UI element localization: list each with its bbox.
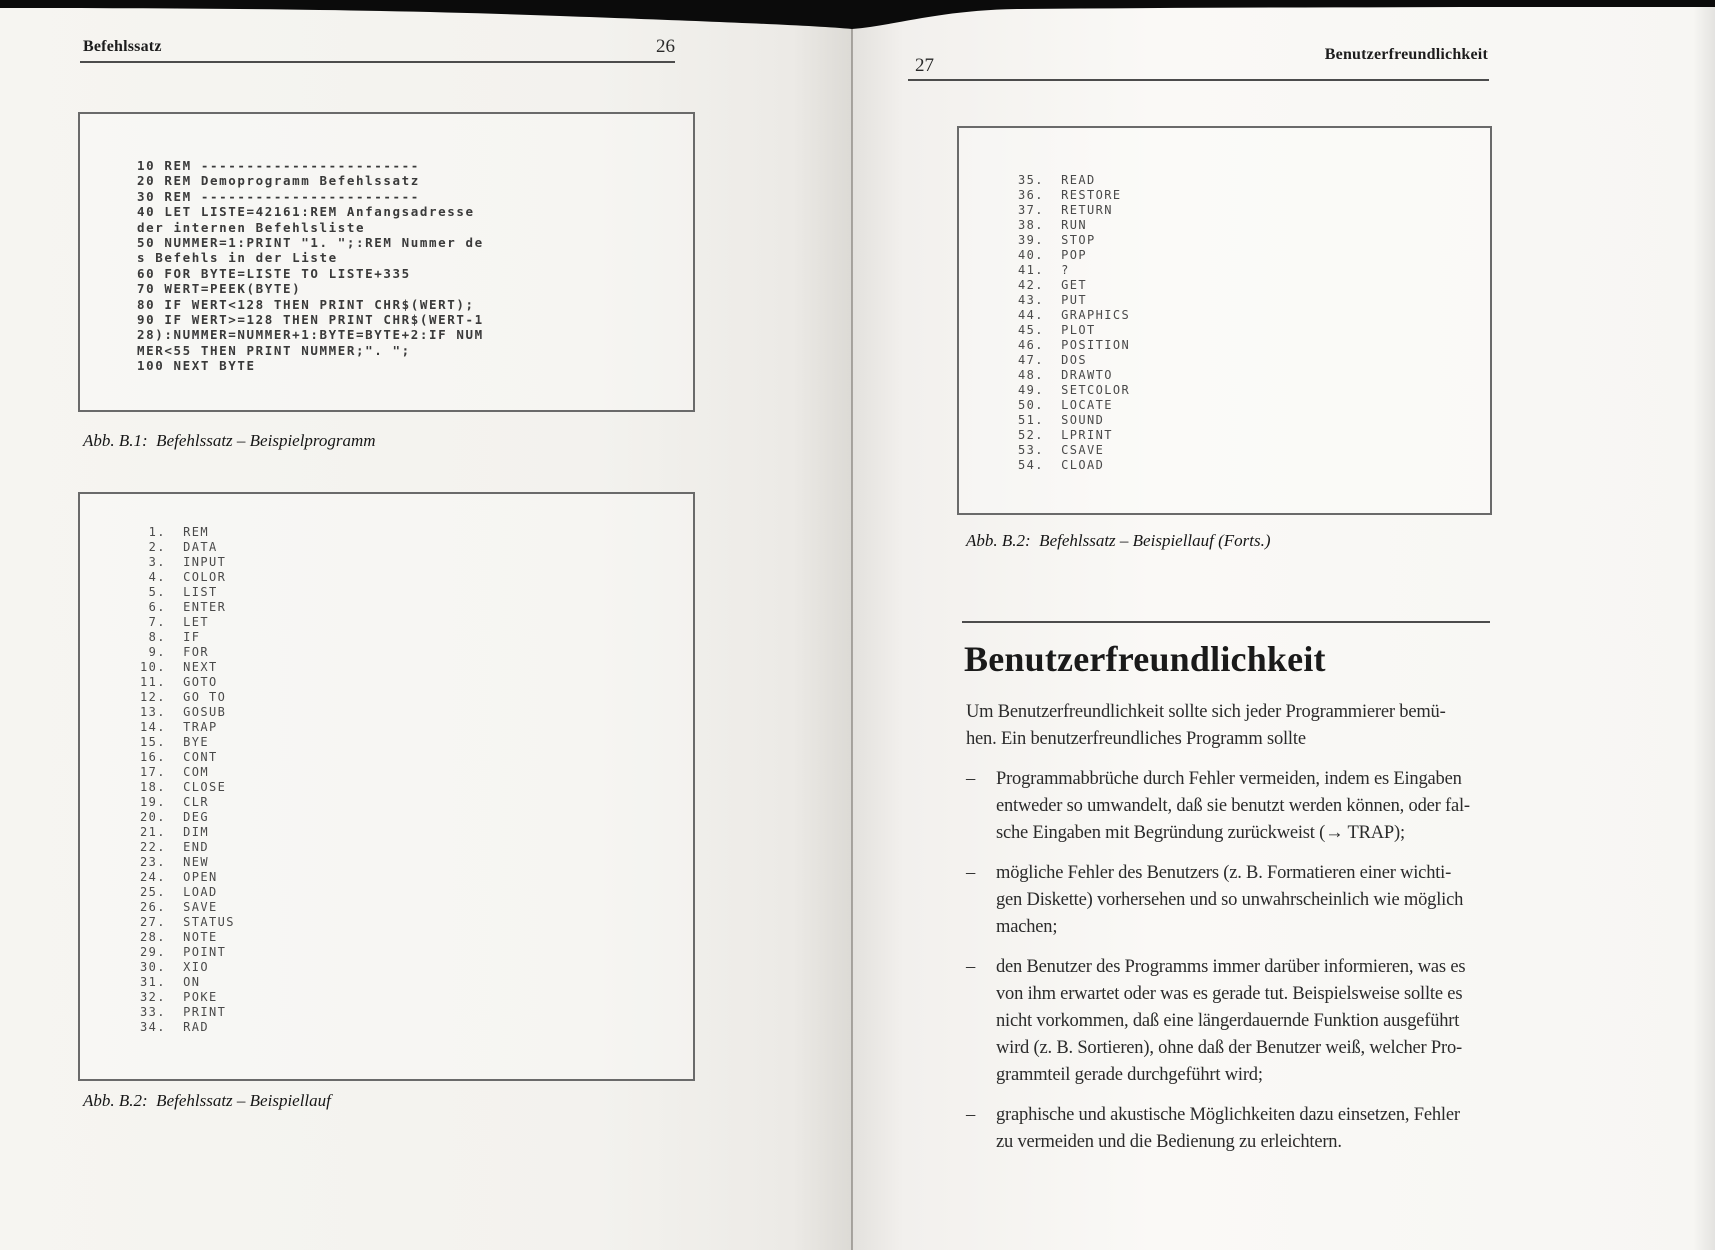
code-line: 80 IF WERT<128 THEN PRINT CHR$(WERT);: [137, 296, 475, 312]
command-line: 13. GOSUB: [140, 705, 227, 719]
figure-caption-b1: Abb. B.1: Befehlssatz – Beispielprogramm: [83, 431, 376, 450]
bullet-text: [996, 954, 1465, 1089]
bullet-item: [966, 766, 1526, 847]
header-rule-left: [80, 61, 675, 63]
command-line: 31. ON: [140, 975, 201, 989]
dash-marker: –: [966, 863, 976, 883]
code-line: s Befehls in der Liste: [137, 250, 338, 266]
command-line: 10. NEXT: [140, 660, 218, 674]
command-line: 35. READ: [1018, 173, 1096, 187]
command-line: 44. GRAPHICS: [1018, 308, 1131, 322]
command-line: 12. GO TO: [140, 690, 227, 704]
dash-marker: –: [966, 769, 976, 789]
code-line: 100 NEXT BYTE: [137, 358, 256, 374]
command-line: 25. LOAD: [140, 885, 218, 899]
code-line: 90 IF WERT>=128 THEN PRINT CHR$(WERT-1: [137, 312, 484, 328]
command-line: 46. POSITION: [1018, 338, 1131, 352]
page-number-left: 26: [656, 36, 675, 57]
command-line: 2. DATA: [140, 540, 218, 554]
dash-marker: –: [966, 957, 976, 977]
command-line: 33. PRINT: [140, 1005, 227, 1019]
code-line: 10 REM ------------------------: [137, 158, 420, 173]
command-list-35-54: [1018, 173, 1130, 473]
code-line: MER<55 THEN PRINT NUMMER;". ";: [137, 342, 411, 358]
command-line: 11. GOTO: [140, 675, 218, 689]
text-line: wird (z. B. Sortieren), ohne daß der Benutzer weiß, welcher Pro-: [996, 1038, 1462, 1058]
section-heading: Benutzerfreundlichkeit: [964, 639, 1326, 679]
code-line: der internen Befehlsliste: [137, 219, 366, 235]
command-line: 27. STATUS: [140, 915, 235, 929]
command-line: 9. FOR: [140, 645, 209, 659]
page-number-right: 27: [915, 55, 934, 76]
code-line: 20 REM Demoprogramm Befehlssatz: [137, 173, 420, 189]
bullet-list: [966, 766, 1526, 1156]
command-line: 53. CSAVE: [1018, 443, 1105, 457]
command-line: 30. XIO: [140, 960, 209, 974]
command-line: 28. NOTE: [140, 930, 218, 944]
command-line: 26. SAVE: [140, 900, 218, 914]
code-line: 50 NUMMER=1:PRINT "1. ";:REM Nummer de: [137, 235, 484, 251]
command-line: 8. IF: [140, 630, 201, 644]
command-line: 7. LET: [140, 615, 209, 629]
running-head-left: Befehlssatz: [83, 38, 162, 55]
command-line: 24. OPEN: [140, 870, 218, 884]
bullet-item: [966, 860, 1526, 941]
command-line: 41. ?: [1018, 263, 1070, 277]
command-line: 51. SOUND: [1018, 413, 1105, 427]
command-line: 34. RAD: [140, 1020, 209, 1034]
section-body: [966, 699, 1526, 1169]
text-line: machen;: [996, 917, 1058, 937]
command-line: 5. LIST: [140, 585, 218, 599]
command-list-1-34: [140, 525, 235, 1035]
bullet-text: [996, 860, 1463, 941]
text-line: von ihm erwartet oder was es gerade tut. Beispielsweise sollte es: [996, 984, 1463, 1004]
command-line: 39. STOP: [1018, 233, 1096, 247]
dash-marker: –: [966, 1105, 976, 1125]
code-line: 40 LET LISTE=42161:REM Anfangsadresse: [137, 204, 475, 220]
bullet-item: [966, 954, 1526, 1089]
command-line: 47. DOS: [1018, 353, 1087, 367]
book-top-edge: [0, 0, 1715, 34]
figure-caption-b2: Abb. B.2: Befehlssatz – Beispiellauf: [83, 1091, 331, 1110]
command-line: 15. BYE: [140, 735, 209, 749]
running-head-right: Benutzerfreundlichkeit: [1324, 46, 1488, 63]
command-line: 36. RESTORE: [1018, 188, 1122, 202]
bullet-text: [996, 1102, 1460, 1156]
text-line: Um Benutzerfreundlichkeit sollte sich jeder Programmierer bemü-: [966, 702, 1446, 722]
header-rule-right: [908, 79, 1489, 81]
bullet-item: [966, 1102, 1526, 1156]
command-line: 45. PLOT: [1018, 323, 1096, 337]
command-line: 23. NEW: [140, 855, 209, 869]
command-line: 21. DIM: [140, 825, 209, 839]
code-line: 60 FOR BYTE=LISTE TO LISTE+335: [137, 265, 411, 281]
command-line: 6. ENTER: [140, 600, 227, 614]
command-line: 18. CLOSE: [140, 780, 227, 794]
command-line: 3. INPUT: [140, 555, 227, 569]
command-line: 17. COM: [140, 765, 209, 779]
command-line: 14. TRAP: [140, 720, 218, 734]
text-line: den Benutzer des Programms immer darüber informieren, was es: [996, 957, 1466, 977]
text-line: mögliche Fehler des Benutzers (z. B. Formatieren einer wichti-: [996, 863, 1452, 883]
text-line: Programmabbrüche durch Fehler vermeiden, indem es Eingaben: [996, 769, 1462, 789]
command-line: 29. POINT: [140, 945, 227, 959]
figure-caption-b2-forts: Abb. B.2: Befehlssatz – Beispiellauf (Forts.): [966, 531, 1271, 550]
code-line: 30 REM ------------------------: [137, 188, 420, 204]
command-line: 19. CLR: [140, 795, 209, 809]
text-line: sche Eingaben mit Begründung zurückweist (→ TRAP);: [996, 823, 1405, 843]
command-line: 38. RUN: [1018, 218, 1087, 232]
code-line: 70 WERT=PEEK(BYTE): [137, 281, 302, 297]
text-line: nicht vorkommen, daß eine längerdauernde Funktion ausgeführt: [996, 1011, 1460, 1031]
command-line: 42. GET: [1018, 278, 1087, 292]
command-line: 48. DRAWTO: [1018, 368, 1113, 382]
command-line: 20. DEG: [140, 810, 209, 824]
command-line: 49. SETCOLOR: [1018, 383, 1131, 397]
section-separator-rule: [962, 621, 1490, 623]
command-line: 4. COLOR: [140, 570, 227, 584]
program-listing: [137, 158, 484, 374]
text-line: gen Diskette) vorhersehen und so unwahrscheinlich wie möglich: [996, 890, 1464, 910]
command-line: 37. RETURN: [1018, 203, 1113, 217]
command-line: 16. CONT: [140, 750, 218, 764]
text-line: grammteil gerade durchgeführt wird;: [996, 1065, 1263, 1085]
text-line: zu vermeiden und die Bedienung zu erleichtern.: [996, 1132, 1342, 1152]
book-spine: [851, 26, 853, 1250]
command-line: 52. LPRINT: [1018, 428, 1113, 442]
text-line: graphische und akustische Möglichkeiten dazu einsetzen, Fehler: [996, 1105, 1460, 1125]
code-line: 28):NUMMER=NUMMER+1:BYTE=BYTE+2:IF NUM: [137, 327, 484, 343]
command-line: 43. PUT: [1018, 293, 1087, 307]
page-edge-shadow: [1693, 0, 1715, 1250]
text-line: entweder so umwandelt, daß sie benutzt werden können, oder fal-: [996, 796, 1470, 816]
text-line: hen. Ein benutzerfreundliches Programm sollte: [966, 729, 1306, 749]
bullet-text: [996, 766, 1470, 847]
intro-paragraph: [966, 699, 1526, 753]
command-line: 32. POKE: [140, 990, 218, 1004]
command-line: 50. LOCATE: [1018, 398, 1113, 412]
command-line: 1. REM: [140, 525, 209, 539]
command-line: 40. POP: [1018, 248, 1087, 262]
command-line: 54. CLOAD: [1018, 458, 1105, 472]
command-line: 22. END: [140, 840, 209, 854]
